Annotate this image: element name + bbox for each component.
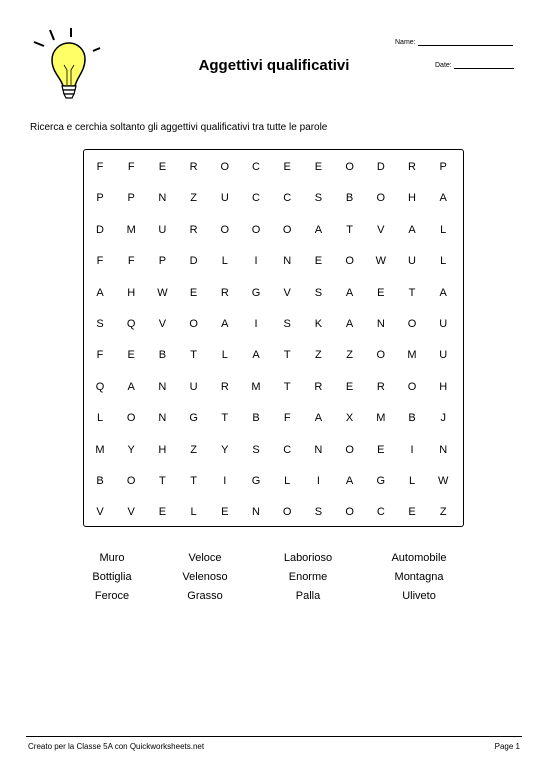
grid-letter[interactable]: N	[314, 443, 323, 456]
grid-letter[interactable]: O	[126, 412, 136, 425]
grid-letter[interactable]: E	[408, 506, 416, 519]
grid-letter[interactable]: Y	[221, 443, 229, 456]
grid-letter[interactable]: W	[375, 255, 386, 268]
grid-letter[interactable]: W	[157, 286, 168, 299]
grid-letter[interactable]: O	[407, 380, 417, 393]
grid-letter[interactable]: H	[439, 380, 448, 393]
light-bulb-icon	[30, 28, 108, 104]
grid-letter[interactable]: G	[251, 286, 261, 299]
date-field[interactable]	[435, 61, 514, 69]
grid-row	[84, 317, 463, 331]
grid-letter[interactable]: D	[96, 223, 104, 236]
grid-letter[interactable]: A	[96, 286, 104, 299]
grid-letter[interactable]: C	[283, 443, 292, 456]
grid-letter[interactable]: A	[252, 349, 260, 362]
grid-letter[interactable]: N	[252, 506, 260, 519]
grid-letter[interactable]: O	[220, 161, 230, 173]
grid-letter[interactable]: N	[376, 318, 385, 330]
word-list-item: Montagna	[394, 571, 444, 583]
grid-row	[84, 286, 463, 300]
date-line	[454, 61, 514, 69]
grid-letter[interactable]: O	[345, 161, 354, 173]
grid-letter[interactable]: A	[408, 223, 416, 236]
grid-letter[interactable]: M	[251, 380, 261, 393]
word-list-item: Muro	[99, 552, 125, 564]
grid-letter[interactable]: M	[95, 443, 105, 456]
grid-letter[interactable]: F	[96, 255, 104, 268]
name-field[interactable]	[395, 38, 513, 46]
grid-letter[interactable]: O	[251, 223, 261, 236]
grid-letter[interactable]: U	[408, 255, 416, 268]
grid-letter[interactable]: C	[283, 192, 292, 205]
word-list-item: Velenoso	[182, 571, 228, 583]
grid-letter[interactable]: M	[376, 412, 386, 425]
grid-letter[interactable]: B	[96, 475, 104, 487]
grid-letter[interactable]: X	[345, 412, 354, 425]
grid-letter[interactable]: O	[376, 349, 386, 362]
grid-letter[interactable]: T	[283, 380, 291, 393]
grid-letter[interactable]: T	[408, 286, 416, 299]
grid-letter[interactable]: L	[284, 475, 291, 487]
grid-letter[interactable]: O	[189, 318, 198, 330]
grid-letter[interactable]: E	[158, 161, 167, 173]
grid-letter[interactable]: S	[96, 318, 104, 330]
grid-row	[84, 223, 463, 237]
grid-letter[interactable]: P	[439, 161, 447, 173]
grid-letter[interactable]: D	[189, 255, 198, 268]
footer-credit: Creato per la Classe 5A con Quickworksheets.net	[28, 742, 205, 751]
grid-letter[interactable]: O	[345, 443, 354, 456]
grid-letter[interactable]: I	[254, 318, 258, 330]
grid-letter[interactable]: S	[314, 192, 323, 205]
grid-letter[interactable]: J	[440, 412, 446, 425]
grid-letter[interactable]: A	[314, 412, 323, 425]
grid-row	[84, 254, 463, 268]
grid-letter[interactable]: E	[345, 380, 354, 393]
grid-letter[interactable]: U	[439, 318, 448, 330]
grid-letter[interactable]: A	[345, 475, 354, 487]
grid-letter[interactable]: O	[220, 223, 230, 236]
grid-letter[interactable]: S	[314, 286, 323, 299]
grid-letter[interactable]: T	[190, 349, 197, 362]
grid-letter[interactable]: G	[376, 475, 386, 487]
word-list-item: Bottiglia	[92, 571, 132, 583]
grid-letter[interactable]: P	[158, 255, 167, 268]
grid-letter[interactable]: T	[159, 475, 166, 487]
grid-letter[interactable]: V	[377, 223, 385, 236]
grid-letter[interactable]: S	[314, 506, 323, 519]
grid-letter[interactable]: B	[158, 349, 167, 362]
grid-letter[interactable]: R	[220, 380, 229, 393]
name-line	[418, 38, 513, 46]
grid-letter[interactable]: U	[189, 380, 198, 393]
grid-letter[interactable]: F	[283, 412, 291, 425]
grid-letter[interactable]: S	[283, 318, 291, 330]
grid-letter[interactable]: L	[440, 223, 447, 236]
grid-letter[interactable]: Q	[95, 380, 105, 393]
grid-letter[interactable]: Z	[346, 349, 353, 362]
grid-letter[interactable]: F	[127, 255, 135, 268]
grid-letter[interactable]: V	[158, 318, 167, 330]
grid-letter[interactable]: C	[252, 161, 260, 173]
grid-letter[interactable]: E	[377, 286, 385, 299]
grid-letter[interactable]: F	[96, 161, 104, 173]
grid-letter[interactable]: P	[127, 192, 135, 205]
grid-letter[interactable]: L	[408, 475, 416, 487]
grid-letter[interactable]: L	[440, 255, 447, 268]
grid-letter[interactable]: N	[158, 192, 167, 205]
grid-letter[interactable]: V	[127, 506, 135, 519]
word-list-item: Grasso	[187, 590, 223, 602]
grid-letter[interactable]: A	[345, 318, 354, 330]
grid-letter[interactable]: A	[221, 318, 229, 330]
grid-letter[interactable]: T	[283, 349, 291, 362]
grid-letter[interactable]: R	[376, 380, 385, 393]
grid-letter[interactable]: O	[345, 506, 354, 519]
grid-row	[84, 191, 463, 205]
grid-letter[interactable]: A	[345, 286, 354, 299]
grid-letter[interactable]: P	[96, 192, 104, 205]
word-search-grid	[83, 149, 464, 527]
grid-letter[interactable]: V	[96, 506, 104, 519]
grid-letter[interactable]: O	[407, 318, 417, 330]
word-list-item: Veloce	[188, 552, 222, 564]
grid-letter[interactable]: V	[283, 286, 291, 299]
grid-letter[interactable]: A	[439, 286, 447, 299]
name-label: Name:	[395, 39, 416, 46]
grid-letter[interactable]: E	[158, 506, 167, 519]
grid-letter[interactable]: E	[189, 286, 198, 299]
grid-letter[interactable]: I	[254, 255, 258, 268]
grid-row	[84, 348, 463, 362]
grid-letter[interactable]: B	[345, 192, 354, 205]
grid-letter[interactable]: C	[376, 506, 385, 519]
grid-letter[interactable]: T	[190, 475, 197, 487]
grid-letter[interactable]: O	[345, 255, 354, 268]
grid-letter[interactable]: L	[96, 412, 104, 425]
footer-divider	[26, 736, 522, 737]
grid-letter[interactable]: F	[96, 349, 104, 362]
date-label: Date:	[435, 62, 452, 69]
grid-letter[interactable]: B	[252, 412, 260, 425]
grid-letter[interactable]: N	[158, 380, 167, 393]
instructions-text: Ricerca e cerchia soltanto gli aggettivi qualificativi tra tutte le parole	[30, 122, 328, 133]
grid-letter[interactable]: E	[283, 161, 291, 173]
grid-letter[interactable]: A	[127, 380, 135, 393]
grid-letter[interactable]: E	[127, 349, 135, 362]
grid-letter[interactable]: G	[251, 475, 261, 487]
grid-letter[interactable]: K	[314, 318, 323, 330]
grid-letter[interactable]: S	[252, 443, 260, 456]
word-list-item: Palla	[295, 590, 321, 602]
grid-letter[interactable]: A	[314, 223, 323, 236]
grid-row	[84, 411, 463, 425]
grid-letter[interactable]: O	[282, 506, 292, 519]
grid-letter[interactable]: H	[158, 443, 167, 456]
grid-letter[interactable]: Z	[439, 506, 447, 519]
grid-letter[interactable]: M	[126, 223, 136, 236]
word-list	[0, 551, 548, 611]
grid-letter[interactable]: U	[439, 349, 448, 362]
grid-letter[interactable]: E	[314, 255, 323, 268]
grid-letter[interactable]: F	[127, 161, 135, 173]
grid-letter[interactable]: O	[126, 475, 136, 487]
grid-letter[interactable]: R	[189, 161, 198, 173]
grid-letter[interactable]: H	[127, 286, 136, 299]
grid-row	[84, 380, 463, 394]
word-list-item: Feroce	[94, 590, 130, 602]
grid-letter[interactable]: E	[221, 506, 229, 519]
grid-letter[interactable]: U	[220, 192, 229, 205]
grid-letter[interactable]: L	[221, 255, 228, 268]
grid-letter[interactable]: E	[377, 443, 385, 456]
word-list-item: Enorme	[288, 571, 328, 583]
grid-letter[interactable]: W	[437, 475, 449, 487]
grid-letter[interactable]: B	[408, 412, 416, 425]
grid-letter[interactable]: I	[316, 475, 320, 487]
grid-letter[interactable]: R	[220, 286, 229, 299]
page-number: Page 1	[494, 742, 520, 751]
grid-letter[interactable]: M	[407, 349, 417, 362]
grid-letter[interactable]: T	[346, 223, 353, 236]
grid-letter[interactable]: C	[252, 192, 260, 205]
grid-letter[interactable]: D	[376, 161, 385, 173]
grid-letter[interactable]: N	[158, 412, 167, 425]
grid-letter[interactable]: Z	[190, 443, 197, 456]
word-list-item: Automobile	[391, 552, 447, 564]
grid-letter[interactable]: I	[410, 443, 414, 456]
grid-letter[interactable]: O	[376, 192, 386, 205]
grid-letter[interactable]: L	[190, 506, 197, 519]
grid-letter[interactable]: I	[223, 475, 227, 487]
grid-letter[interactable]: Z	[190, 192, 197, 205]
grid-letter[interactable]: Y	[127, 443, 135, 456]
grid-letter[interactable]: R	[314, 380, 323, 393]
grid-letter[interactable]: H	[408, 192, 416, 205]
grid-letter[interactable]: N	[283, 255, 292, 268]
grid-letter[interactable]: U	[158, 223, 167, 236]
word-list-item: Laborioso	[283, 552, 333, 564]
word-list-item: Uliveto	[402, 590, 436, 602]
grid-letter[interactable]: G	[189, 412, 198, 425]
grid-letter[interactable]: Q	[126, 318, 136, 330]
grid-row	[84, 160, 463, 174]
grid-letter[interactable]: N	[439, 443, 448, 456]
grid-letter[interactable]: L	[221, 349, 228, 362]
grid-letter[interactable]: R	[189, 223, 198, 236]
grid-letter[interactable]: R	[408, 161, 416, 173]
grid-letter[interactable]: T	[221, 412, 229, 425]
grid-letter[interactable]: Z	[315, 349, 322, 362]
worksheet-title: Aggettivi qualificativi	[198, 57, 350, 74]
grid-row	[84, 474, 463, 488]
grid-row	[84, 505, 463, 519]
grid-row	[84, 443, 463, 457]
grid-letter[interactable]: O	[282, 223, 292, 236]
grid-letter[interactable]: A	[439, 192, 447, 205]
grid-letter[interactable]: E	[314, 161, 323, 173]
